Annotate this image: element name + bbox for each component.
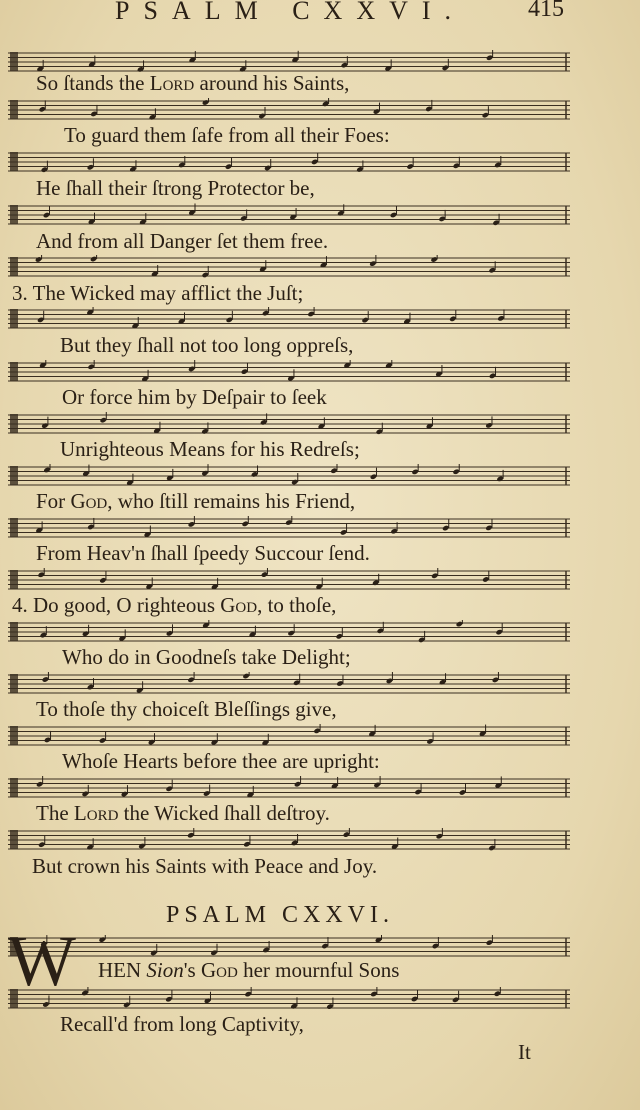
music-stave xyxy=(8,412,570,436)
music-stave xyxy=(8,935,570,959)
lyric-line: Who do in Goodneſs take Delight; xyxy=(62,645,351,669)
stave-svg xyxy=(8,776,570,800)
lyric-line: Or force him by Deſpair to ſeek xyxy=(62,385,327,409)
stave-svg xyxy=(8,568,570,592)
lyric-line: HEN Sion's God her mournful Sons xyxy=(98,958,400,982)
stave-svg xyxy=(8,828,570,852)
lyric-line: Recall'd from long Captivity, xyxy=(60,1012,304,1036)
music-stave xyxy=(8,568,570,592)
stave-svg xyxy=(8,464,570,488)
stave-svg xyxy=(8,150,570,174)
stave-svg xyxy=(8,255,570,279)
running-head: PSALM CXXVI. xyxy=(115,0,466,25)
lyric-line: Whoſe Hearts before thee are upright: xyxy=(62,749,380,773)
stave-svg xyxy=(8,987,570,1011)
music-stave xyxy=(8,98,570,122)
music-stave xyxy=(8,360,570,384)
music-stave xyxy=(8,150,570,174)
lyric-line: The Lord the Wicked ſhall deſtroy. xyxy=(36,801,330,825)
music-stave xyxy=(8,776,570,800)
music-stave xyxy=(8,203,570,227)
lyric-line: Unrighteous Means for his Redreſs; xyxy=(60,437,360,461)
lyric-line: But they ſhall not too long oppreſs, xyxy=(60,333,354,357)
page-header xyxy=(0,0,640,26)
lyric-line: From Heav'n ſhall ſpeedy Succour ſend. xyxy=(36,541,370,565)
lyric-line: 4. Do good, O righteous God, to thoſe, xyxy=(12,593,337,617)
music-stave xyxy=(8,255,570,279)
music-stave xyxy=(8,620,570,644)
stave-svg xyxy=(8,360,570,384)
stave-svg xyxy=(8,620,570,644)
drop-cap: W xyxy=(8,921,76,1001)
lyric-line: 3. The Wicked may afflict the Juſt; xyxy=(12,281,304,305)
music-stave xyxy=(8,464,570,488)
lyric-line: For God, who ſtill remains his Friend, xyxy=(36,489,356,513)
music-stave xyxy=(8,987,570,1011)
stave-svg xyxy=(8,724,570,748)
stave-svg xyxy=(8,307,570,331)
stave-svg xyxy=(8,516,570,540)
lyric-line: To thoſe thy choiceſt Bleſſings give, xyxy=(36,697,337,721)
lyric-line: So ſtands the Lord around his Saints, xyxy=(36,71,350,95)
stave-svg xyxy=(8,203,570,227)
catchword: It xyxy=(518,1040,531,1064)
stave-svg xyxy=(8,672,570,696)
music-stave xyxy=(8,724,570,748)
music-stave xyxy=(8,828,570,852)
music-stave xyxy=(8,307,570,331)
lyric-line: To guard them ſafe from all their Foes: xyxy=(64,123,390,147)
page-number: 415 xyxy=(528,0,564,22)
stave-svg xyxy=(8,98,570,122)
lyric-line: He ſhall their ſtrong Protector be, xyxy=(36,176,315,200)
stave-svg xyxy=(8,412,570,436)
lyric-line: But crown his Saints with Peace and Joy. xyxy=(32,854,378,878)
lyric-line: And from all Danger ſet them free. xyxy=(36,229,329,253)
music-stave xyxy=(8,516,570,540)
psalm-title: PSALM CXXVI. xyxy=(165,902,395,928)
music-stave xyxy=(8,672,570,696)
stave-svg xyxy=(8,935,570,959)
